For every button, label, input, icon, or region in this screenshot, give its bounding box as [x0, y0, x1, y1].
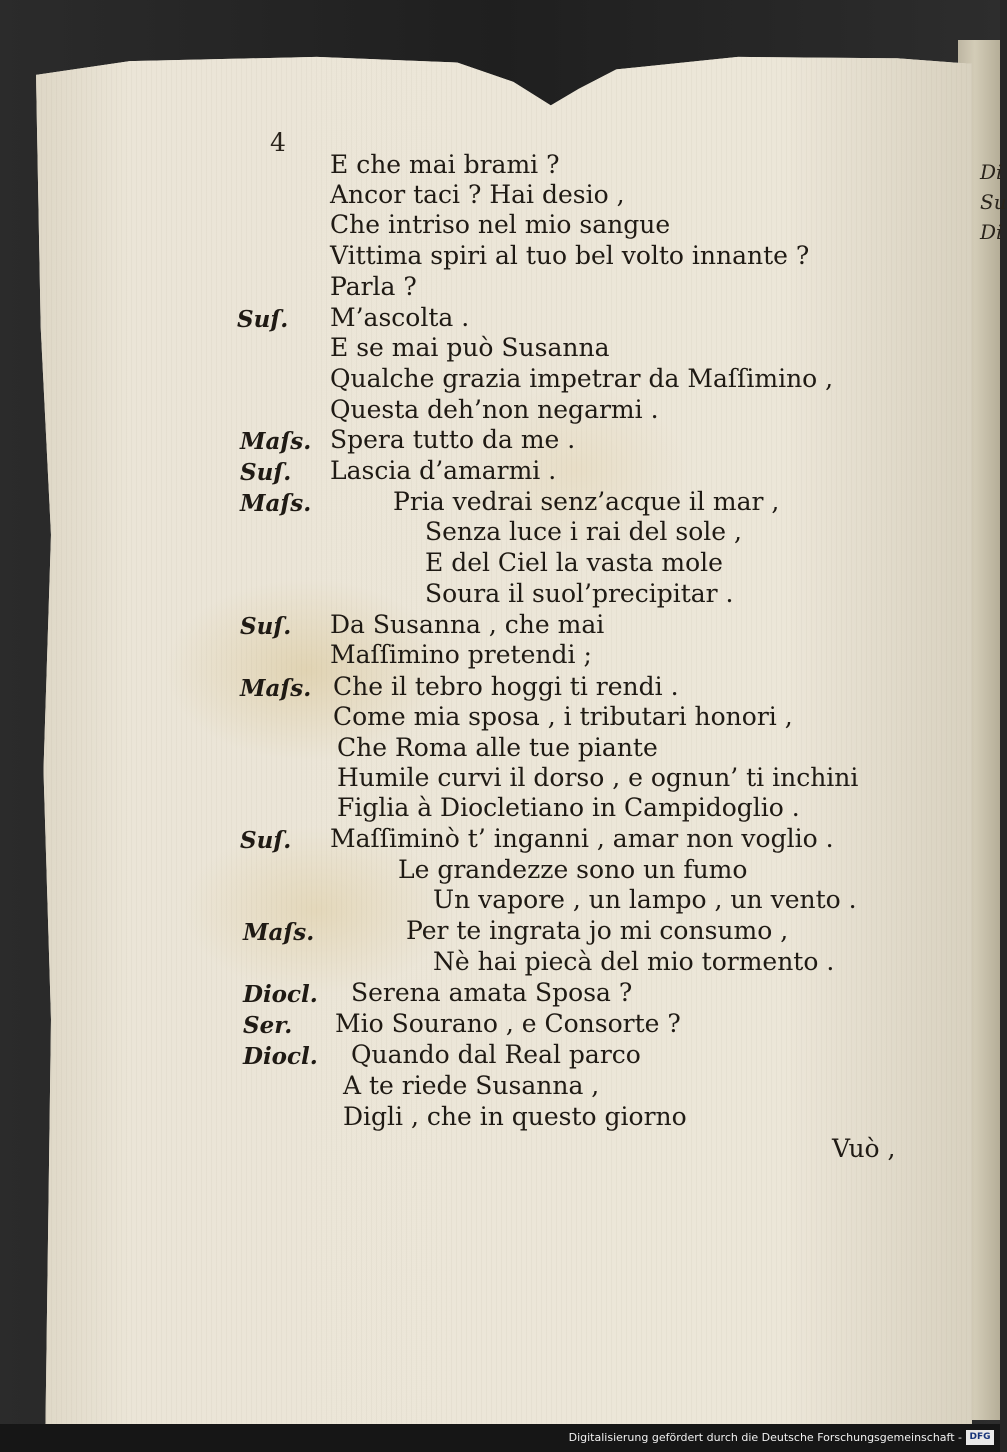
- speaker-label: Maſs.: [240, 428, 312, 455]
- verse-line: E del Ciel la vasta mole: [425, 548, 723, 577]
- speaker-label: Maſs.: [240, 675, 312, 702]
- verse-line: E se mai può Susanna: [330, 333, 610, 362]
- verse-line: M’ascolta .: [330, 303, 470, 332]
- verse-line: Pria vedrai senz’acque il mar ,: [393, 487, 780, 516]
- verse-line: E che mai brami ?: [330, 150, 560, 179]
- verse-line: Figlia à Diocletiano in Campidoglio .: [337, 793, 800, 822]
- speaker-label: Suſ.: [237, 306, 289, 333]
- speaker-label: Suſ.: [240, 613, 292, 640]
- verse-line: Quando dal Real parco: [351, 1040, 641, 1069]
- speaker-label: Maſs.: [240, 490, 312, 517]
- verse-line: Digli , che in questo giorno: [343, 1102, 687, 1131]
- verse-line: Da Susanna , che mai: [330, 610, 605, 639]
- verse-line: Vittima spiri al tuo bel volto innante ?: [330, 241, 810, 270]
- verse-line: Lascia d’amarmi .: [330, 456, 557, 485]
- speaker-label: Ser.: [243, 1012, 293, 1039]
- verse-line: Maſſiminò t’ inganni , amar non voglio .: [330, 824, 834, 853]
- verse-line: Questa deh’non negarmi .: [330, 395, 659, 424]
- verse-line: A te riede Susanna ,: [343, 1071, 600, 1100]
- verse-line: Serena amata Sposa ?: [351, 978, 633, 1007]
- verse-line: Ancor taci ? Hai desio ,: [330, 180, 625, 209]
- verse-line: Le grandezze sono un fumo: [398, 855, 748, 884]
- dfg-logo: DFG: [966, 1430, 994, 1445]
- verse-line: Maſſimino pretendi ;: [330, 640, 592, 669]
- speaker-label: Maſs.: [243, 919, 315, 946]
- verse-line: Humile curvi il dorso , e ognun’ ti inchini: [337, 763, 859, 792]
- verse-line: Che Roma alle tue piante: [337, 733, 658, 762]
- page-number: 4: [270, 128, 286, 157]
- speaker-label: Diocl.: [243, 981, 318, 1008]
- digitization-footer: [0, 1424, 1000, 1452]
- catchword: Vuò ,: [832, 1134, 896, 1163]
- footer-credit: Digitalisierung gefördert durch die Deutsche Forschungsgemeinschaft -: [568, 1431, 962, 1444]
- speaker-label: Suſ.: [240, 827, 292, 854]
- verse-line: Soura il suol’precipitar .: [425, 579, 734, 608]
- verse-line: Come mia sposa , i tributari honori ,: [333, 702, 793, 731]
- verse-line: Che il tebro hoggi ti rendi .: [333, 672, 679, 701]
- verse-line: Qualche grazia impetrar da Maſſimino ,: [330, 364, 834, 393]
- verse-line: Mio Sourano , e Consorte ?: [335, 1009, 681, 1038]
- verse-line: Per te ingrata jo mi consumo ,: [406, 916, 789, 945]
- speaker-label: Diocl.: [243, 1043, 318, 1070]
- speaker-label: Suſ.: [240, 459, 292, 486]
- verse-line: Parla ?: [330, 272, 417, 301]
- verse-line: Spera tutto da me .: [330, 425, 576, 454]
- verse-line: Che intriso nel mio sangue: [330, 210, 671, 239]
- verse-line: Senza luce i rai del sole ,: [425, 517, 742, 546]
- adjacent-page-edge: Di Su Di: [958, 40, 1000, 1420]
- verse-line: Un vapore , un lampo , un vento .: [433, 885, 857, 914]
- verse-line: Nè hai piecà del mio tormento .: [433, 947, 835, 976]
